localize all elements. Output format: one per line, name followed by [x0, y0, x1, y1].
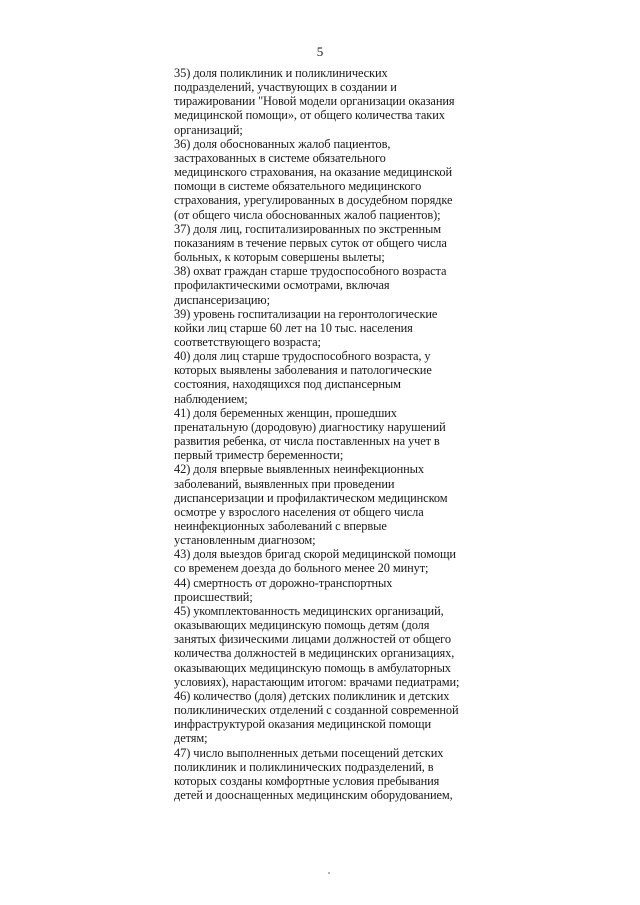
text-line: показаниям в течение первых суток от общего числа	[174, 235, 447, 250]
text-line: неинфекционных заболеваний с впервые	[174, 519, 387, 533]
text-line: которых созданы комфортные условия пребывания	[174, 773, 440, 788]
text-line: 44) смертность от дорожно-транспортных	[174, 575, 393, 590]
text-line: 42) доля впервые выявленных неинфекционных	[174, 462, 424, 477]
text-line: оказывающих медицинскую помощь детям (доля	[174, 618, 430, 633]
text-line: профилактическими осмотрами, включая	[174, 278, 390, 293]
text-line: (от общего числа обоснованных жалоб пациентов);	[174, 207, 441, 222]
text-line: заболеваний, выявленных при проведении	[174, 476, 395, 491]
text-line: тиражировании "Новой модели организации оказания	[174, 94, 455, 109]
text-line: 41) доля беременных женщин, прошедших	[174, 405, 397, 420]
text-line: больных, к которым совершены вылеты;	[174, 250, 385, 265]
text-line: которых выявлены заболевания и патологические	[174, 363, 432, 378]
text-line: развития ребенка, от числа поставленных на учет в	[174, 434, 440, 449]
page-number: 5	[316, 44, 324, 59]
text-line: 40) доля лиц старше трудоспособного возраста, у	[174, 349, 431, 364]
text-line: детям;	[174, 731, 208, 746]
document-body	[174, 66, 494, 802]
text-line: 36) доля обоснованных жалоб пациентов,	[174, 136, 391, 151]
text-line: койки лиц старше 60 лет на 10 тыс. населения	[174, 320, 413, 335]
text-line: пренатальную (дородовую) диагностику нарушений	[174, 419, 446, 434]
text-line: 37) доля лиц, госпитализированных по экстренным	[174, 221, 442, 236]
text-line: застрахованных в системе обязательного	[174, 150, 386, 165]
text-line: диспансеризацию;	[174, 292, 270, 307]
text-line: 43) доля выездов бригад скорой медицинской помощи	[174, 547, 456, 562]
text-line: 39) уровень госпитализации на геронтологические	[174, 306, 438, 321]
text-line: со временем доезда до больного менее 20 минут;	[174, 561, 429, 576]
text-line: 38) охват граждан старше трудоспособного возраста	[174, 264, 447, 279]
text-line: установленным диагнозом;	[174, 533, 316, 548]
text-line: осмотре у взрослого населения от общего числа	[174, 504, 424, 519]
text-line: организаций;	[174, 122, 243, 137]
text-line: инфраструктурой оказания медицинской помощи	[174, 717, 431, 732]
text-line: 46) количество (доля) детских поликлиник и детских	[174, 688, 450, 703]
text-line: занятых физическими лицами должностей от общего	[174, 632, 451, 647]
text-line: подразделений, участвующих в создании и	[174, 80, 397, 95]
text-line: 45) укомплектованность медицинских организаций,	[174, 603, 444, 618]
text-line: соответствующего возраста;	[174, 334, 321, 349]
text-line: помощи в системе обязательного медицинского	[174, 179, 422, 194]
text-line: 47) число выполненных детьми посещений детских	[174, 745, 444, 760]
text-line: страхования, урегулированных в досудебном порядке	[174, 193, 453, 208]
text-line: оказывающих медицинскую помощь в амбулаторных	[174, 660, 451, 675]
text-line: наблюдением;	[174, 391, 248, 406]
text-line: медицинской помощи», от общего количества таких	[174, 108, 445, 123]
text-line: первый триместр беременности;	[174, 448, 344, 463]
text-line: состояния, находящихся под диспансерным	[174, 377, 401, 392]
text-line: условиях), нарастающим итогом: врачами педиатрами;	[174, 674, 460, 689]
text-line: происшествий;	[174, 589, 253, 604]
scan-speck	[328, 872, 330, 874]
text-line: поликлиник и поликлинических подразделений, в	[174, 759, 434, 774]
text-line: поликлинических отделений с созданной современной	[174, 703, 459, 718]
text-line: медицинского страхования, на оказание медицинской	[174, 165, 453, 180]
text-line: диспансеризации и профилактическом медицинском	[174, 490, 448, 505]
text-line: количества должностей в медицинских организациях,	[174, 646, 455, 661]
text-line: детей и дооснащенных медицинским оборудованием,	[174, 787, 453, 802]
text-line: 35) доля поликлиник и поликлинических	[174, 66, 388, 80]
